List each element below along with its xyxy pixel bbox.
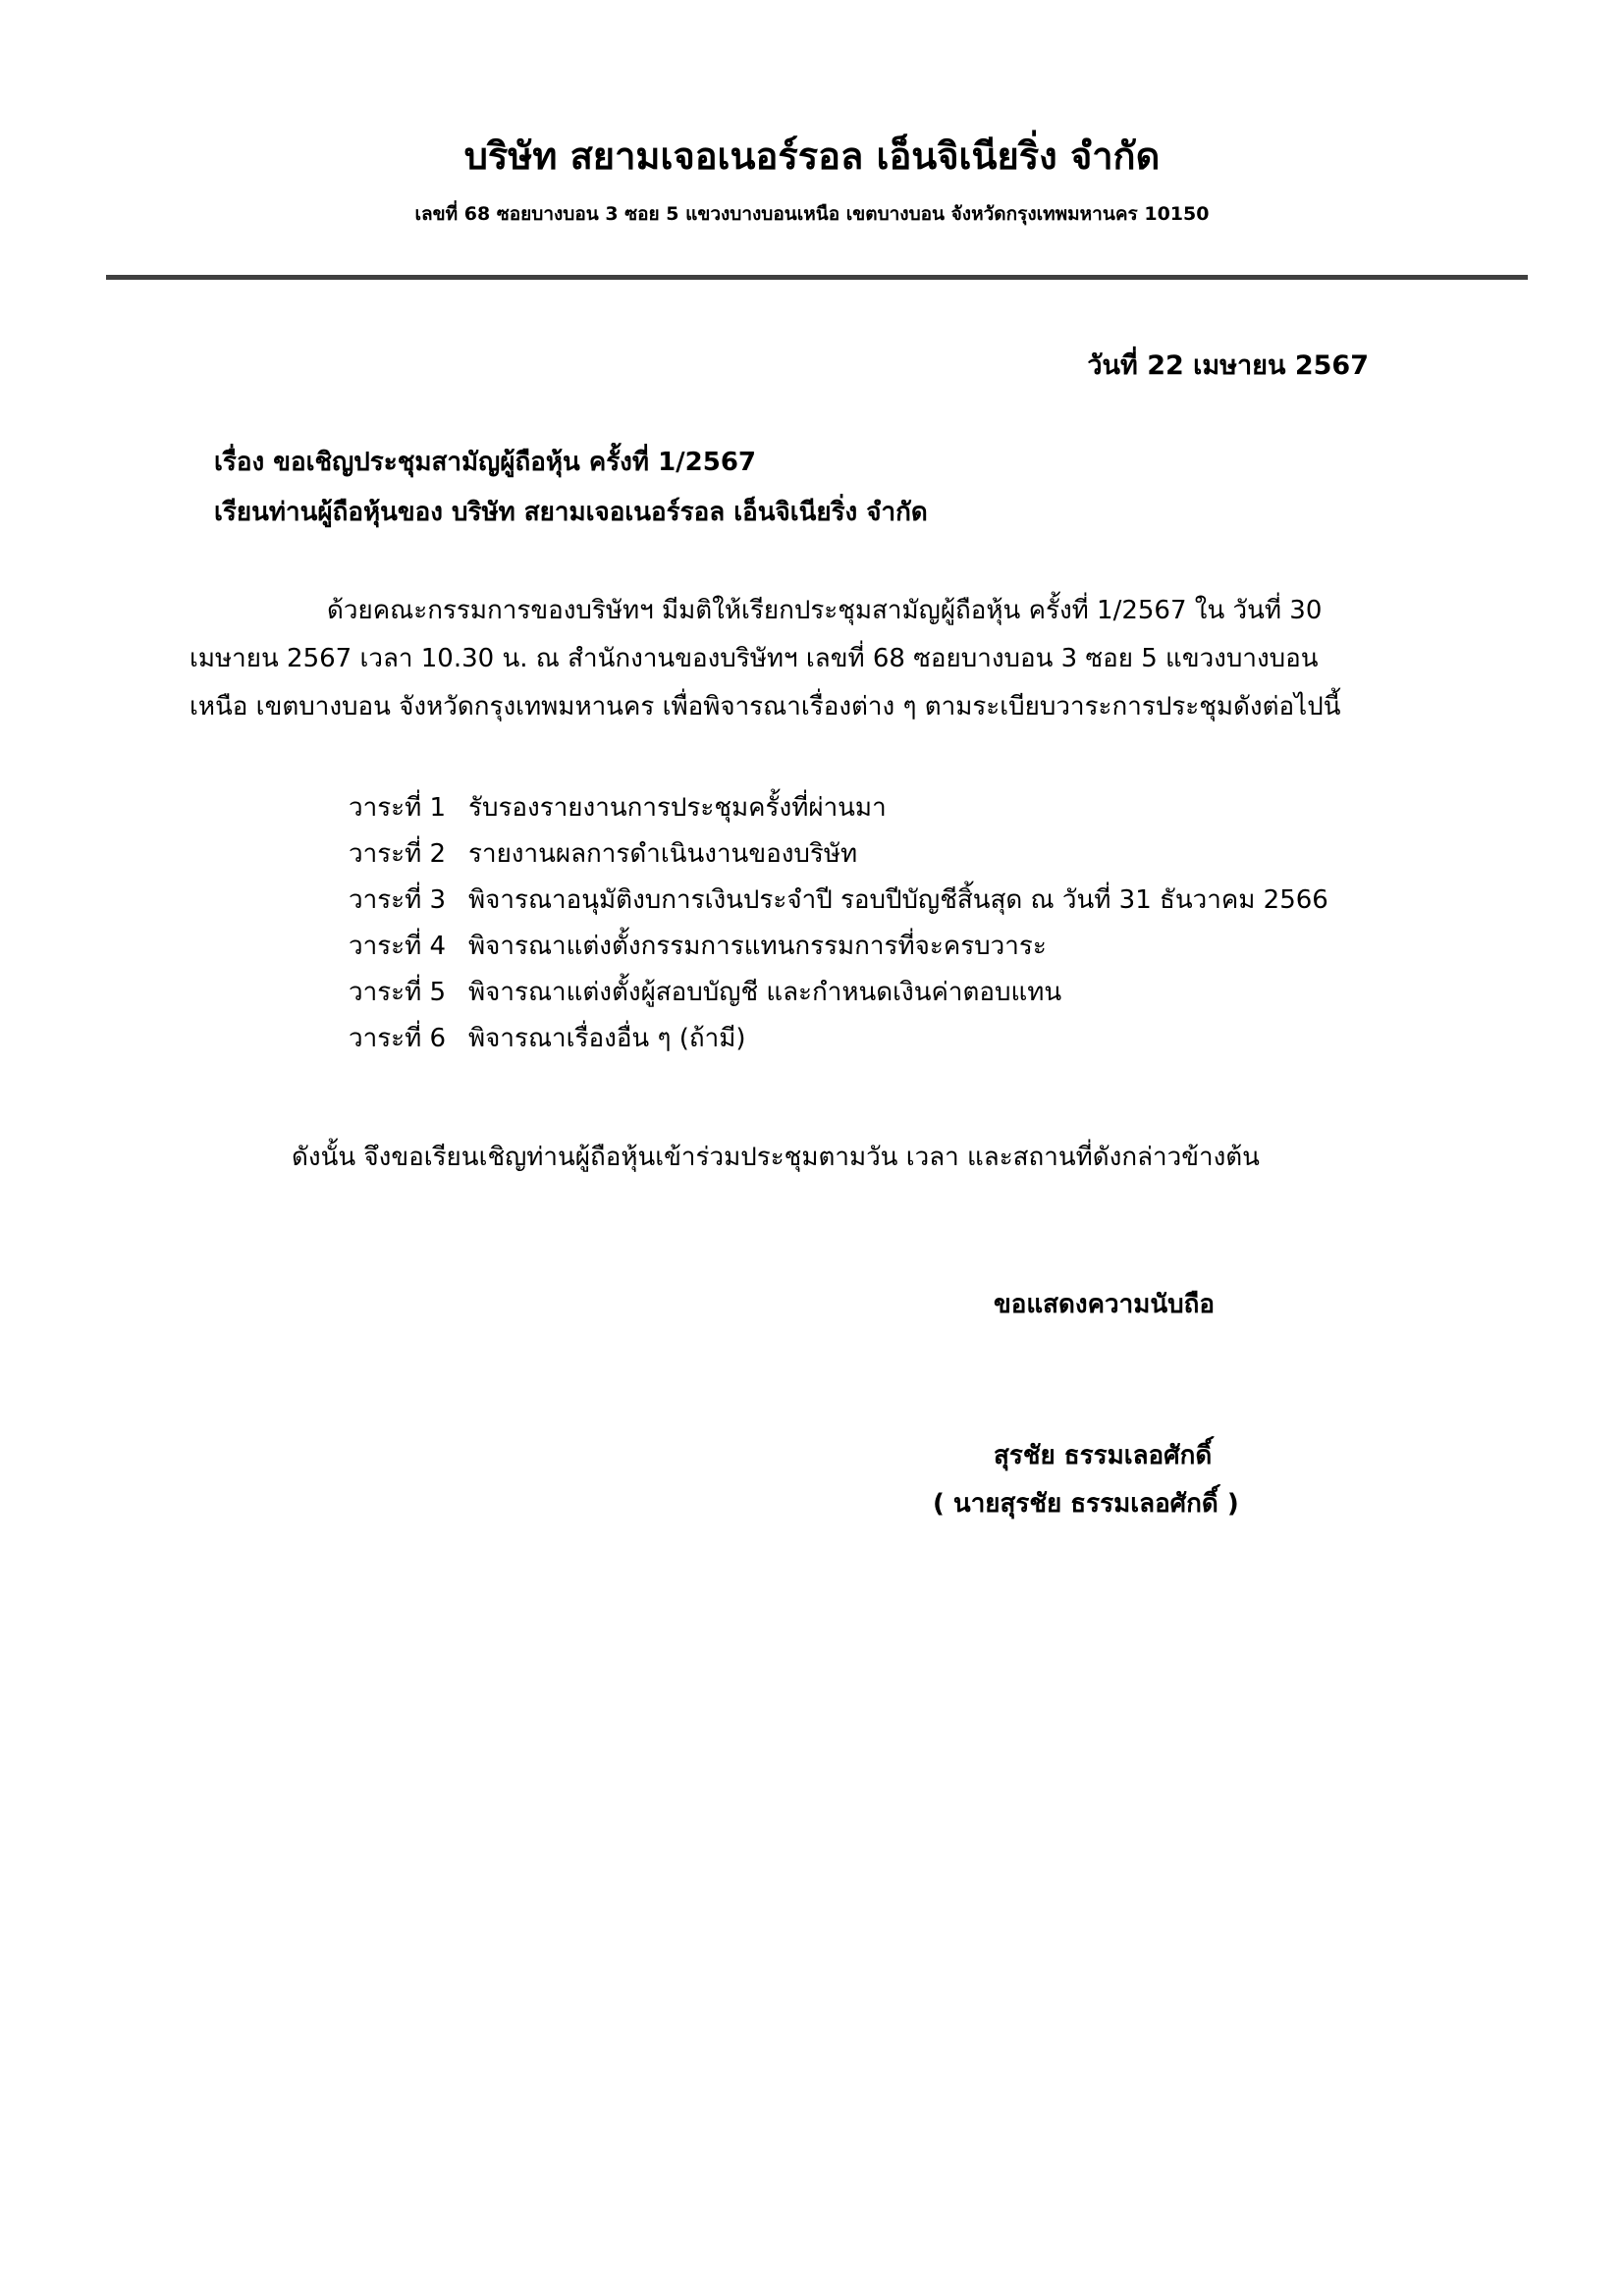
agenda-number: วาระที่ 1 [349, 793, 447, 823]
agenda-item [349, 878, 1328, 924]
agenda-item [349, 831, 1328, 878]
header-divider [106, 275, 1528, 280]
subject-line: เรื่อง ขอเชิญประชุมสามัญผู้ถือหุ้น ครั้งที่ 1/2567 [214, 448, 757, 477]
signature-full-name: ( นายสุรชัย ธรรมเลอศักดิ์ ) [933, 1489, 1239, 1519]
agenda-number: วาระที่ 2 [349, 839, 447, 869]
agenda-item [349, 924, 1328, 970]
letter-date: วันที่ 22 เมษายน 2567 [1087, 350, 1369, 381]
body-line: เมษายน 2567 เวลา 10.30 น. ณ สำนักงานของบริษัทฯ เลขที่ 68 ซอยบางบอน 3 ซอย 5 แขวงบางบอน [189, 644, 1319, 673]
agenda-list [349, 785, 1328, 1062]
agenda-text: รับรองรายงานการประชุมครั้งที่ผ่านมา [468, 793, 887, 823]
closing-statement: ดังนั้น จึงขอเรียนเชิญท่านผู้ถือหุ้นเข้าร่วมประชุมตามวัน เวลา และสถานที่ดังกล่าวข้างต้น [292, 1143, 1260, 1172]
agenda-number: วาระที่ 6 [349, 1024, 447, 1053]
agenda-text: พิจารณาแต่งตั้งผู้สอบบัญชี และกำหนดเงินค่าตอบแทน [468, 978, 1062, 1007]
agenda-text: รายงานผลการดำเนินงานของบริษัท [468, 839, 858, 869]
body-line: ด้วยคณะกรรมการของบริษัทฯ มีมติให้เรียกประชุมสามัญผู้ถือหุ้น ครั้งที่ 1/2567 ใน วันที่ 30 [327, 596, 1323, 625]
signature-name: สุรชัย ธรรมเลอศักดิ์ [994, 1441, 1213, 1470]
agenda-number: วาระที่ 4 [349, 932, 447, 961]
agenda-number: วาระที่ 5 [349, 978, 447, 1007]
agenda-item [349, 785, 1328, 831]
agenda-text: พิจารณาอนุมัติงบการเงินประจำปี รอบปีบัญชีสิ้นสุด ณ วันที่ 31 ธันวาคม 2566 [468, 885, 1328, 915]
agenda-text: พิจารณาเรื่องอื่น ๆ (ถ้ามี) [468, 1024, 746, 1053]
company-address: เลขที่ 68 ซอยบางบอน 3 ซอย 5 แขวงบางบอนเหนือ เขตบางบอน จังหวัดกรุงเทพมหานคร 10150 [414, 203, 1210, 225]
agenda-number: วาระที่ 3 [349, 885, 447, 915]
addressee-line: เรียนท่านผู้ถือหุ้นของ บริษัท สยามเจอเนอร์รอล เอ็นจิเนียริ่ง จำกัด [214, 498, 928, 527]
agenda-text: พิจารณาแต่งตั้งกรรมการแทนกรรมการที่จะครบวาระ [468, 932, 1047, 961]
complimentary-close: ขอแสดงความนับถือ [994, 1290, 1215, 1319]
body-line: เหนือ เขตบางบอน จังหวัดกรุงเทพมหานคร เพื่อพิจารณาเรื่องต่าง ๆ ตามระเบียบวาระการประชุมดังต่อไปนี้ [189, 692, 1341, 721]
company-name: บริษัท สยามเจอเนอร์รอล เอ็นจิเนียริ่ง จำกัด [463, 134, 1161, 178]
agenda-item [349, 970, 1328, 1016]
agenda-item [349, 1016, 1328, 1062]
body-paragraph [189, 587, 1456, 731]
